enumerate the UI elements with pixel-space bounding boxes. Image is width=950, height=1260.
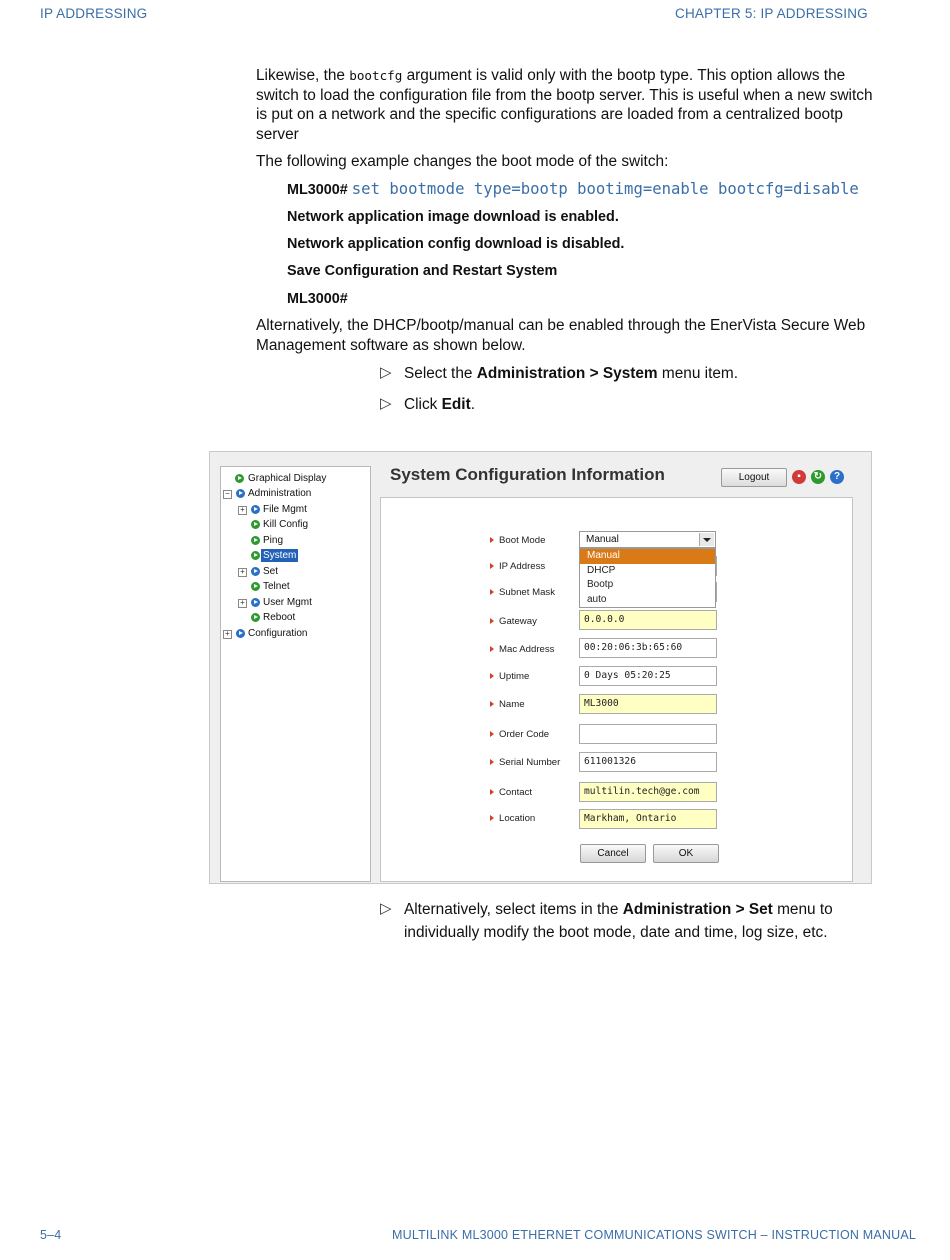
name-input[interactable]: ML3000 — [579, 694, 717, 714]
expand-icon[interactable]: + — [238, 568, 247, 577]
arrow-circle-icon — [251, 536, 260, 545]
tree-label-selected: System — [263, 550, 297, 561]
tree-label: Set — [263, 566, 279, 577]
step-continuation: individually modify the boot mode, date and time, log size, etc. — [404, 924, 828, 941]
text: menu item. — [657, 365, 739, 382]
gateway-label: Gateway — [499, 616, 537, 627]
boot-mode-label: Boot Mode — [499, 535, 546, 546]
uptime-value: 0 Days 05:20:25 — [579, 666, 717, 686]
paragraph-example-intro: The following example changes the boot mode of the switch: — [256, 153, 669, 170]
option-auto[interactable]: auto — [587, 593, 607, 605]
location-label: Location — [499, 813, 536, 824]
arrow-circle-icon — [251, 582, 260, 591]
tree-label: File Mgmt — [263, 504, 307, 515]
config-form — [380, 497, 853, 882]
page-number: 5–4 — [40, 1228, 62, 1242]
arrow-circle-icon — [236, 629, 245, 638]
refresh-icon[interactable]: ↻ — [811, 470, 825, 484]
expand-icon[interactable]: + — [238, 506, 247, 515]
ip-address-label: IP Address — [499, 561, 546, 572]
triangle-bullet-icon: ▷ — [380, 364, 392, 381]
help-icon[interactable]: ? — [830, 470, 844, 484]
text: menu to — [772, 901, 833, 918]
contact-input[interactable]: multilin.tech@ge.com — [579, 782, 717, 802]
text: Alternatively, select items in the — [404, 901, 623, 918]
option-bootp[interactable]: Bootp — [587, 579, 614, 590]
cli-command: set bootmode type=bootp bootimg=enable bootcfg=disable — [351, 180, 859, 198]
triangle-bullet-icon: ▷ — [380, 395, 392, 412]
edit-label: Edit — [441, 396, 471, 413]
text: Select the — [404, 365, 477, 382]
subnet-mask-label: Subnet Mask — [499, 587, 555, 598]
name-label: Name — [499, 699, 525, 710]
cli-output-1: Network application image download is enabled. — [287, 209, 619, 225]
arrow-circle-icon — [236, 489, 245, 498]
chevron-down-icon[interactable] — [699, 533, 714, 546]
arrow-circle-icon — [251, 551, 260, 560]
arrow-circle-icon — [251, 505, 260, 514]
arrow-circle-icon — [251, 520, 260, 529]
tree-label: User Mgmt — [263, 597, 312, 608]
mac-address-value: 00:20:06:3b:65:60 — [579, 638, 717, 658]
boot-mode-select[interactable] — [579, 531, 716, 548]
tree-label: Reboot — [263, 612, 296, 623]
arrow-circle-icon — [251, 598, 260, 607]
ok-button[interactable]: OK — [653, 844, 719, 863]
cli-output-2: Network application config download is disabled. — [287, 236, 625, 252]
option-dhcp[interactable]: DHCP — [587, 564, 616, 576]
mac-address-label: Mac Address — [499, 644, 555, 655]
save-icon[interactable]: ▪ — [792, 470, 806, 484]
cli-output-3: Save Configuration and Restart System — [287, 263, 558, 279]
expand-icon[interactable]: + — [223, 630, 232, 639]
location-input[interactable]: Markham, Ontario — [579, 809, 717, 829]
tree-label: Kill Config — [263, 519, 309, 530]
expand-icon[interactable]: + — [238, 599, 247, 608]
running-header-right: CHAPTER 5: IP ADDRESSING — [675, 6, 868, 21]
boot-mode-value: Manual — [586, 534, 619, 545]
gateway-input[interactable]: 0.0.0.0 — [579, 610, 717, 630]
menu-path: Administration > Set — [622, 901, 773, 918]
boot-mode-dropdown — [579, 548, 716, 608]
running-footer-title: MULTILINK ML3000 ETHERNET COMMUNICATIONS SWITCH – INSTRUCTION MANUAL — [392, 1228, 917, 1242]
arrow-circle-icon — [251, 567, 260, 576]
order-code-label: Order Code — [499, 729, 550, 740]
contact-label: Contact — [499, 787, 533, 798]
paragraph-bootcfg — [256, 66, 876, 144]
navigation-tree — [220, 466, 371, 882]
cli-output-prompt: ML3000# — [287, 291, 348, 307]
paragraph-alternative: Alternatively, the DHCP/bootp/manual can be enabled through the EnerVista Secure Web Management software as shown below. — [256, 317, 866, 354]
text: argument is valid only with the bootp type. This option allows the switch to load the configuration file from the bootp server. This is useful when a new switch is put on a network and the specific configurations are loaded from a centralized bootp server — [256, 67, 873, 143]
cancel-button[interactable]: Cancel — [580, 844, 646, 863]
tree-label: Ping — [263, 535, 284, 546]
uptime-label: Uptime — [499, 671, 530, 682]
arrow-circle-icon — [235, 474, 244, 483]
logout-button[interactable]: Logout — [721, 468, 787, 487]
tree-label: Configuration — [248, 628, 308, 639]
inline-code-bootcfg: bootcfg — [349, 68, 403, 83]
arrow-circle-icon — [251, 613, 260, 622]
triangle-bullet-icon: ▷ — [380, 900, 392, 917]
serial-number-label: Serial Number — [499, 757, 561, 768]
cli-prompt: ML3000# — [287, 182, 348, 198]
option-manual[interactable]: Manual — [580, 549, 715, 564]
command-line — [287, 180, 859, 198]
collapse-icon[interactable]: − — [223, 490, 232, 499]
order-code-value — [579, 724, 717, 744]
tree-label: Telnet — [263, 581, 290, 592]
text: . — [470, 396, 475, 413]
text: Likewise, the — [256, 67, 350, 84]
menu-path: Administration > System — [476, 365, 658, 382]
tree-label: Graphical Display — [248, 473, 327, 484]
config-title: System Configuration Information — [390, 465, 665, 484]
running-header-left: IP ADDRESSING — [40, 6, 148, 21]
serial-number-value: 611001326 — [579, 752, 717, 772]
tree-label: Administration — [248, 488, 312, 499]
web-ui-screenshot — [209, 451, 872, 884]
text: Click — [404, 396, 442, 413]
